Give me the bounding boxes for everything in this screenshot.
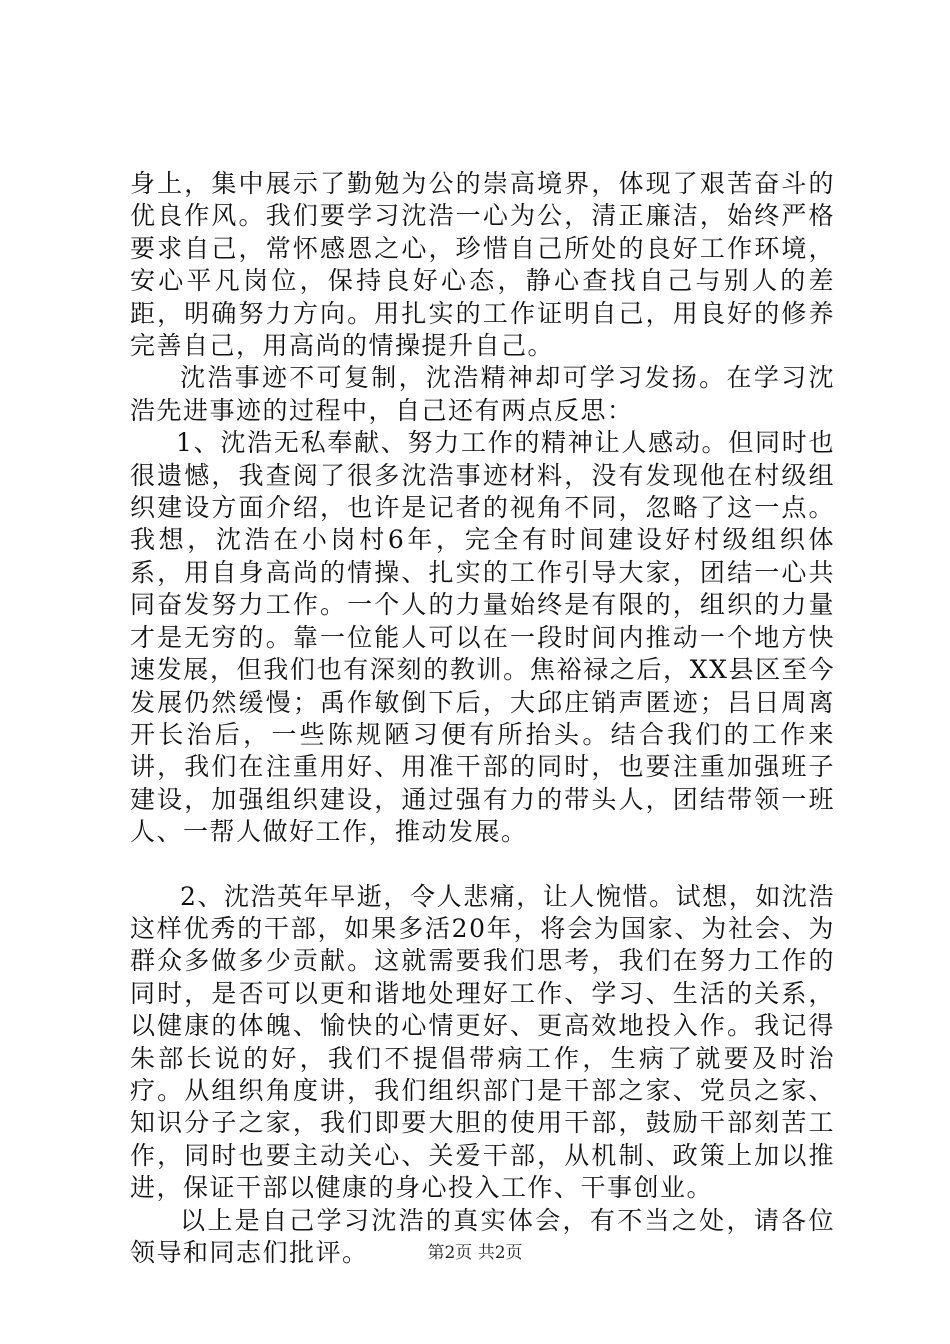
- paragraph-reflection-1: 1、沈浩无私奉献、努力工作的精神让人感动。但同时也很遗憾，我查阅了很多沈浩事迹材料，没有发现他在村级组织建设方面介绍，也许是记者的视角不同，忽略了这一点。我想，沈浩在小岗村6年，完全有时间建设好村级组织体系，用自身高尚的情操、扎实的工作引导大家，团结一心共同奋发努力工作。一个人的力量始终是有限的，组织的力量才是无穷的。靠一位能人可以在一段时间内推动一个地方快速发展，但我们也有深刻的教训。焦裕禄之后，XX县区至今发展仍然缓慢；禹作敏倒下后，大邱庄销声匿迹；吕日周离开长治后，一些陈规陋习便有所抬头。结合我们的工作来讲，我们在注重用好、用准干部的同时，也要注重加强班子建设，加强组织建设，通过强有力的带头人，团结带领一班人、一帮人做好工作，推动发展。: [130, 428, 835, 847]
- document-body: [130, 168, 835, 1269]
- paragraph-continuation: 身上，集中展示了勤勉为公的崇高境界，体现了艰苦奋斗的优良作风。我们要学习沈浩一心为公，清正廉洁，始终严格要求自己，常怀感恩之心，珍惜自己所处的良好工作环境，安心平凡岗位，保持良好心态，静心查找自己与别人的差距，明确努力方向。用扎实的工作证明自己，用良好的修养完善自己，用高尚的情操提升自己。: [130, 169, 835, 361]
- page-number-footer: 第2页 共2页: [427, 1243, 523, 1263]
- paragraph-gap: [130, 849, 835, 881]
- paragraph-conclusion: 以上是自己学习沈浩的真实体会，有不当之处，请各位领导和同志们批评。: [130, 1205, 835, 1267]
- paragraph-reflection-2: 2、沈浩英年早逝，令人悲痛，让人惋惜。试想，如沈浩这样优秀的干部，如果多活20年，将会为国家、为社会、为群众多做多少贡献。这就需要我们思考，我们在努力工作的同时，是否可以更和谐地处理好工作、学习、生活的关系，以健康的体魄、愉快的心情更好、更高效地投入作。我记得朱部长说的好，我们不提倡带病工作，生病了就要及时治疗。从组织角度讲，我们组织部门是干部之家、党员之家、知识分子之家，我们即要大胆的使用干部，鼓励干部刻苦工作，同时也要主动关心、关爱干部，从机制、政策上加以推进，保证干部以健康的身心投入工作、干事创业。: [130, 881, 835, 1203]
- paragraph-intro-reflection: 沈浩事迹不可复制，沈浩精神却可学习发扬。在学习沈浩先进事迹的过程中，自己还有两点反思：: [130, 363, 835, 425]
